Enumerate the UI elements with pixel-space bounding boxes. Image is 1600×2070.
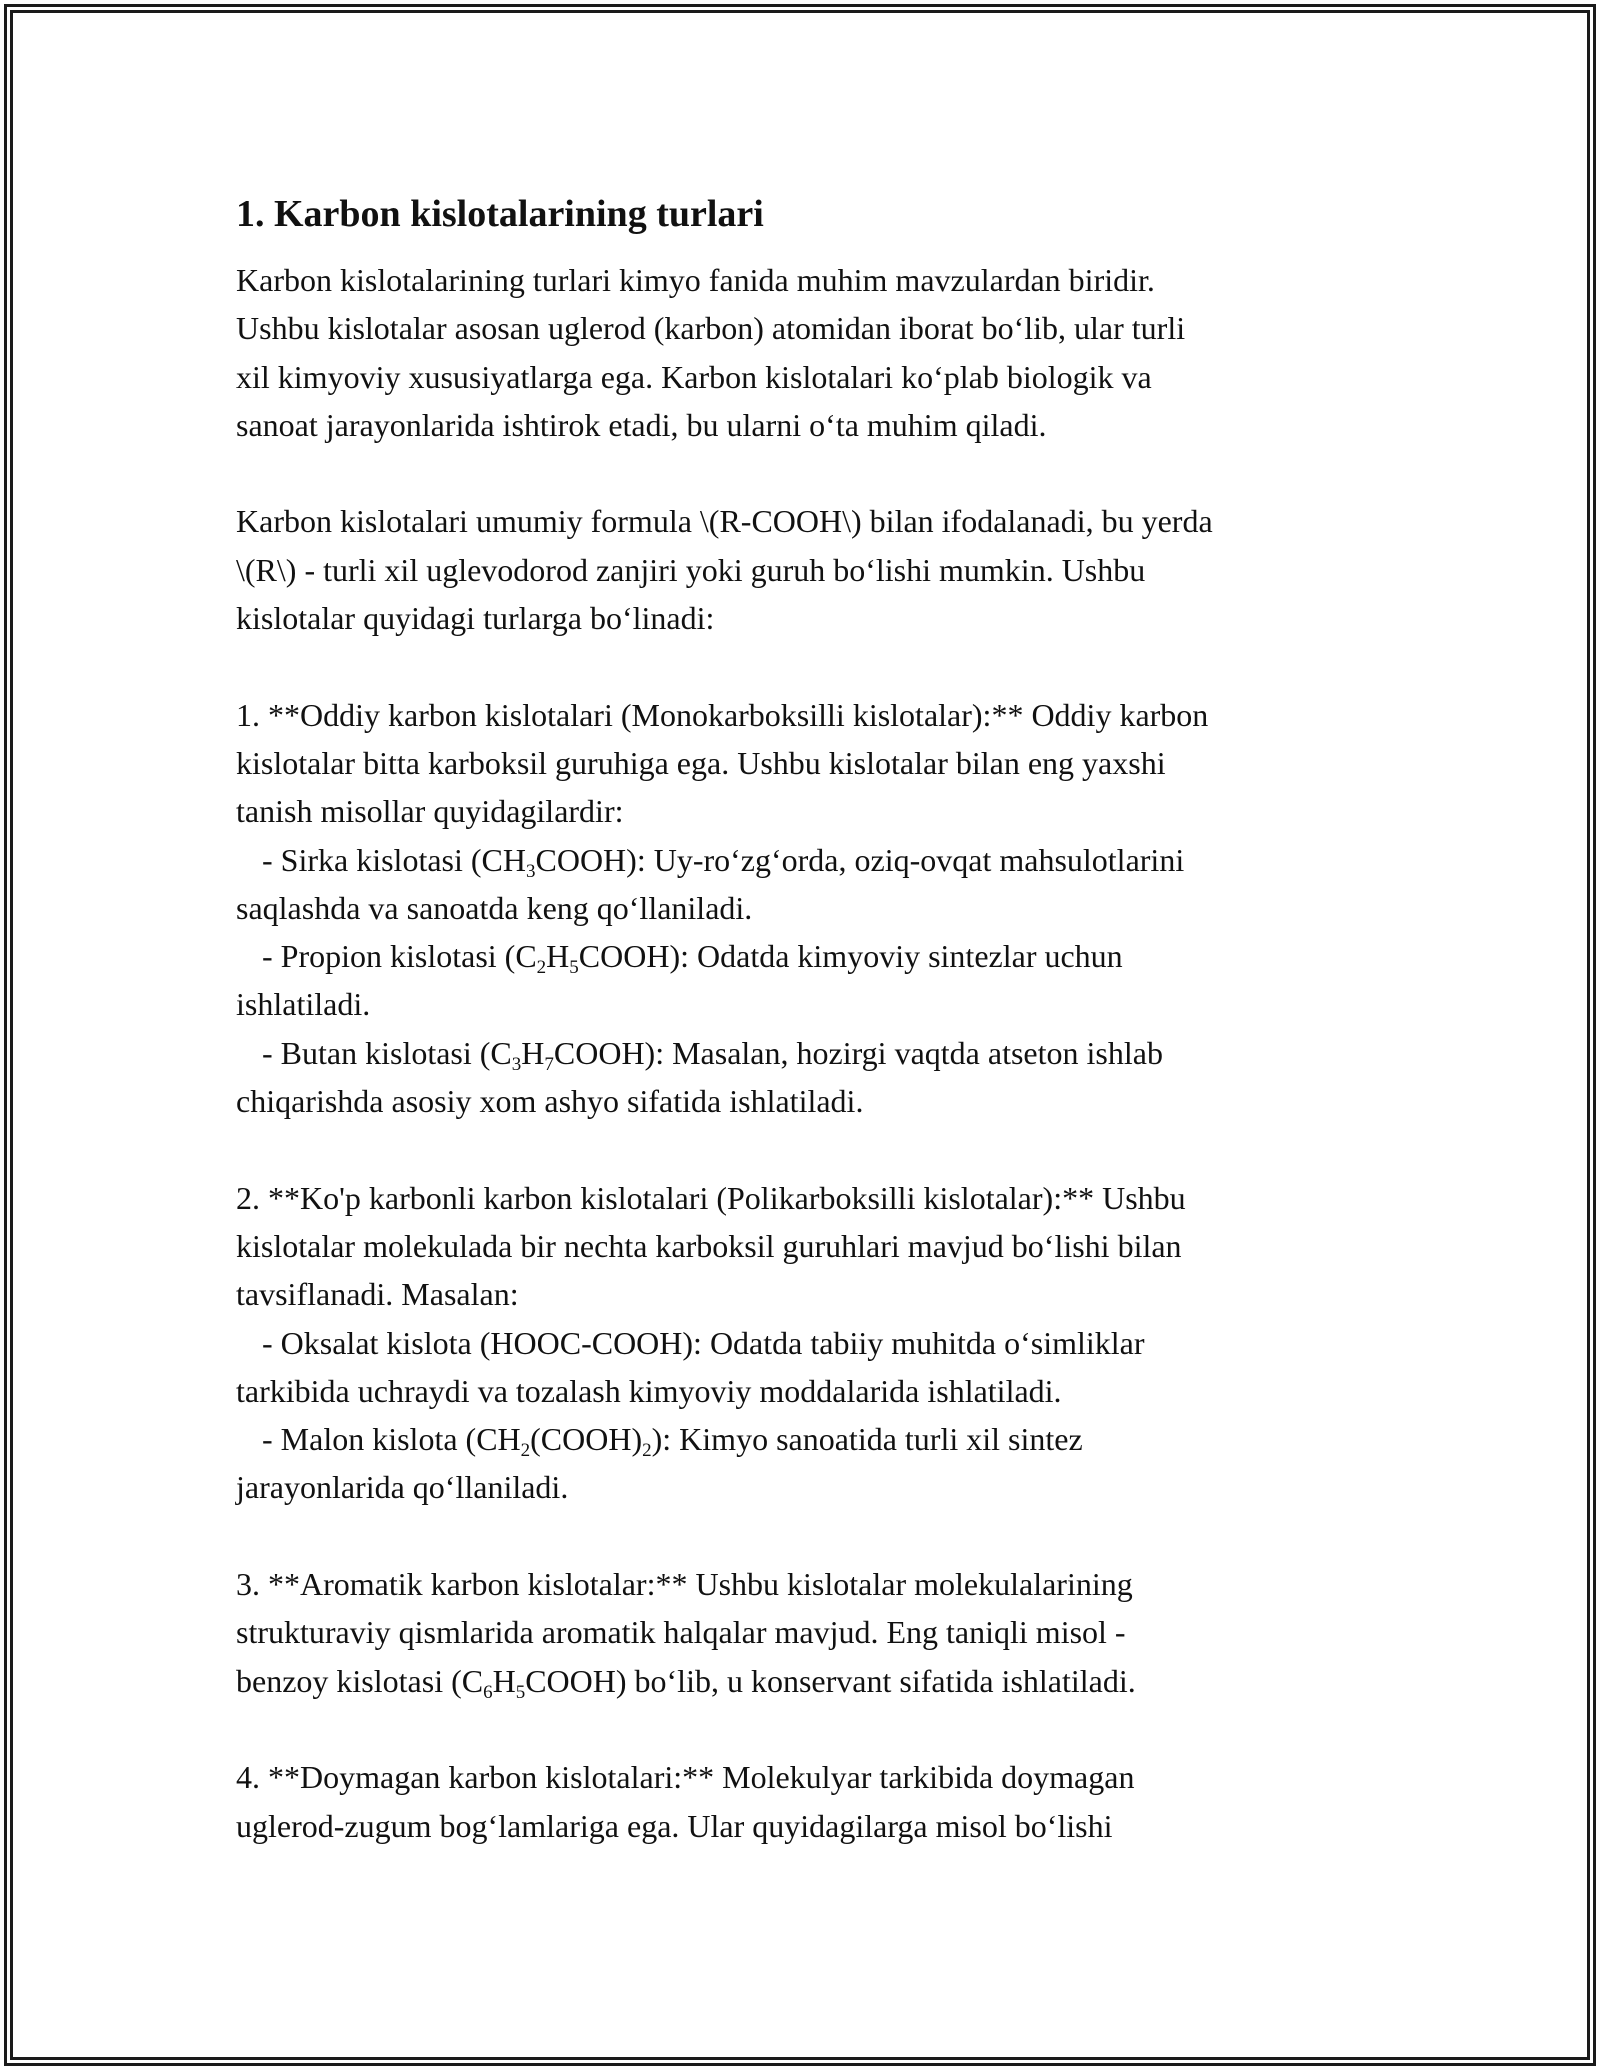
text-line: saqlashda va sanoatda keng qo‘llaniladi. bbox=[236, 889, 753, 926]
text-line: \(R\) - turli xil uglevodorod zanjiri yoki guruh bo‘lishi mumkin. Ushbu bbox=[236, 551, 1146, 588]
text-line: jarayonlarida qo‘llaniladi. bbox=[236, 1469, 569, 1506]
text-line: tarkibida uchraydi va tozalash kimyoviy moddalarida ishlatiladi. bbox=[236, 1372, 1062, 1409]
text-line: ishlatiladi. bbox=[236, 986, 371, 1023]
text-line: sanoat jarayonlarida ishtirok etadi, bu ularni o‘ta muhim qiladi. bbox=[236, 406, 1047, 443]
list-item-oksalat: - Oksalat kislota (HOOC-COOH): Odatda tabiiy muhitda o‘simliklar bbox=[262, 1324, 1145, 1361]
section-unsaturated bbox=[236, 1753, 1366, 1850]
list-item-malon: - Malon kislota $(CH_2(COOH)_2)$: Kimyo sanoatida turli xil sintez bbox=[262, 1421, 1083, 1462]
section-aromatic bbox=[236, 1560, 1366, 1705]
list-item-propion: - Propion kislotasi $(C_2H_5COOH)$: Odatda kimyoviy sintezlar uchun bbox=[262, 938, 1123, 979]
text-line-benzoy: benzoy kislotasi $(C_6H_5COOH)$ bo‘lib, u konservant sifatida ishlatiladi. bbox=[236, 1662, 1136, 1703]
document-body bbox=[236, 184, 1366, 1850]
text-line: kislotalar molekulada bir nechta karboksil guruhlari mavjud bo‘lishi bilan bbox=[236, 1227, 1182, 1264]
text-line: strukturaviy qismlarida aromatik halqalar mavjud. Eng taniqli misol - bbox=[236, 1614, 1126, 1651]
text-line: 4. **Doymagan karbon kislotalari:** Molekulyar tarkibida doymagan bbox=[236, 1759, 1135, 1796]
text-line: Karbon kislotalari umumiy formula \(R-COOH\) bilan ifodalanadi, bu yerda bbox=[236, 503, 1213, 540]
text-line: kislotalar bitta karboksil guruhiga ega. Ushbu kislotalar bilan eng yaxshi bbox=[236, 744, 1166, 781]
text-line: chiqarishda asosiy xom ashyo sifatida ishlatiladi. bbox=[236, 1083, 864, 1120]
text-line: 3. **Aromatik karbon kislotalar:** Ushbu kislotalar molekulalarining bbox=[236, 1566, 1133, 1603]
list-item-butan: - Butan kislotasi $(C_3H_7COOH)$: Masalan, hozirgi vaqtda atseton ishlab bbox=[262, 1034, 1163, 1075]
text-line: 2. **Ko'p karbonli karbon kislotalari (Polikarboksilli kislotalar):** Ushbu bbox=[236, 1179, 1186, 1216]
page-title: 1. Karbon kislotalarining turlari bbox=[236, 193, 764, 235]
text-line: tavsiflanadi. Masalan: bbox=[236, 1276, 519, 1313]
text-line: tanish misollar quyidagilardir: bbox=[236, 793, 624, 830]
text-line: xil kimyoviy xususiyatlarga ega. Karbon kislotalari ko‘plab biologik va bbox=[236, 358, 1152, 395]
text-line: Karbon kislotalarining turlari kimyo fanida muhim mavzulardan biridir. bbox=[236, 262, 1155, 298]
section-polycarboxylic bbox=[236, 1174, 1366, 1512]
list-item-sirka: - Sirka kislotasi $(CH_3COOH)$: Uy-ro‘zg‘orda, oziq-ovqat mahsulotlarini bbox=[262, 841, 1185, 882]
intro-paragraph bbox=[236, 256, 1366, 449]
section-monocarboxylic bbox=[236, 691, 1366, 1126]
text-line: 1. **Oddiy karbon kislotalari (Monokarboksilli kislotalar):** Oddiy karbon bbox=[236, 696, 1209, 733]
formula-paragraph bbox=[236, 497, 1366, 642]
text-line: Ushbu kislotalar asosan uglerod (karbon) atomidan iborat bo‘lib, ular turli bbox=[236, 310, 1186, 347]
text-line: kislotalar quyidagi turlarga bo‘linadi: bbox=[236, 600, 715, 637]
text-line: uglerod-zugum bog‘lamlariga ega. Ular quyidagilarga misol bo‘lishi bbox=[236, 1807, 1113, 1844]
